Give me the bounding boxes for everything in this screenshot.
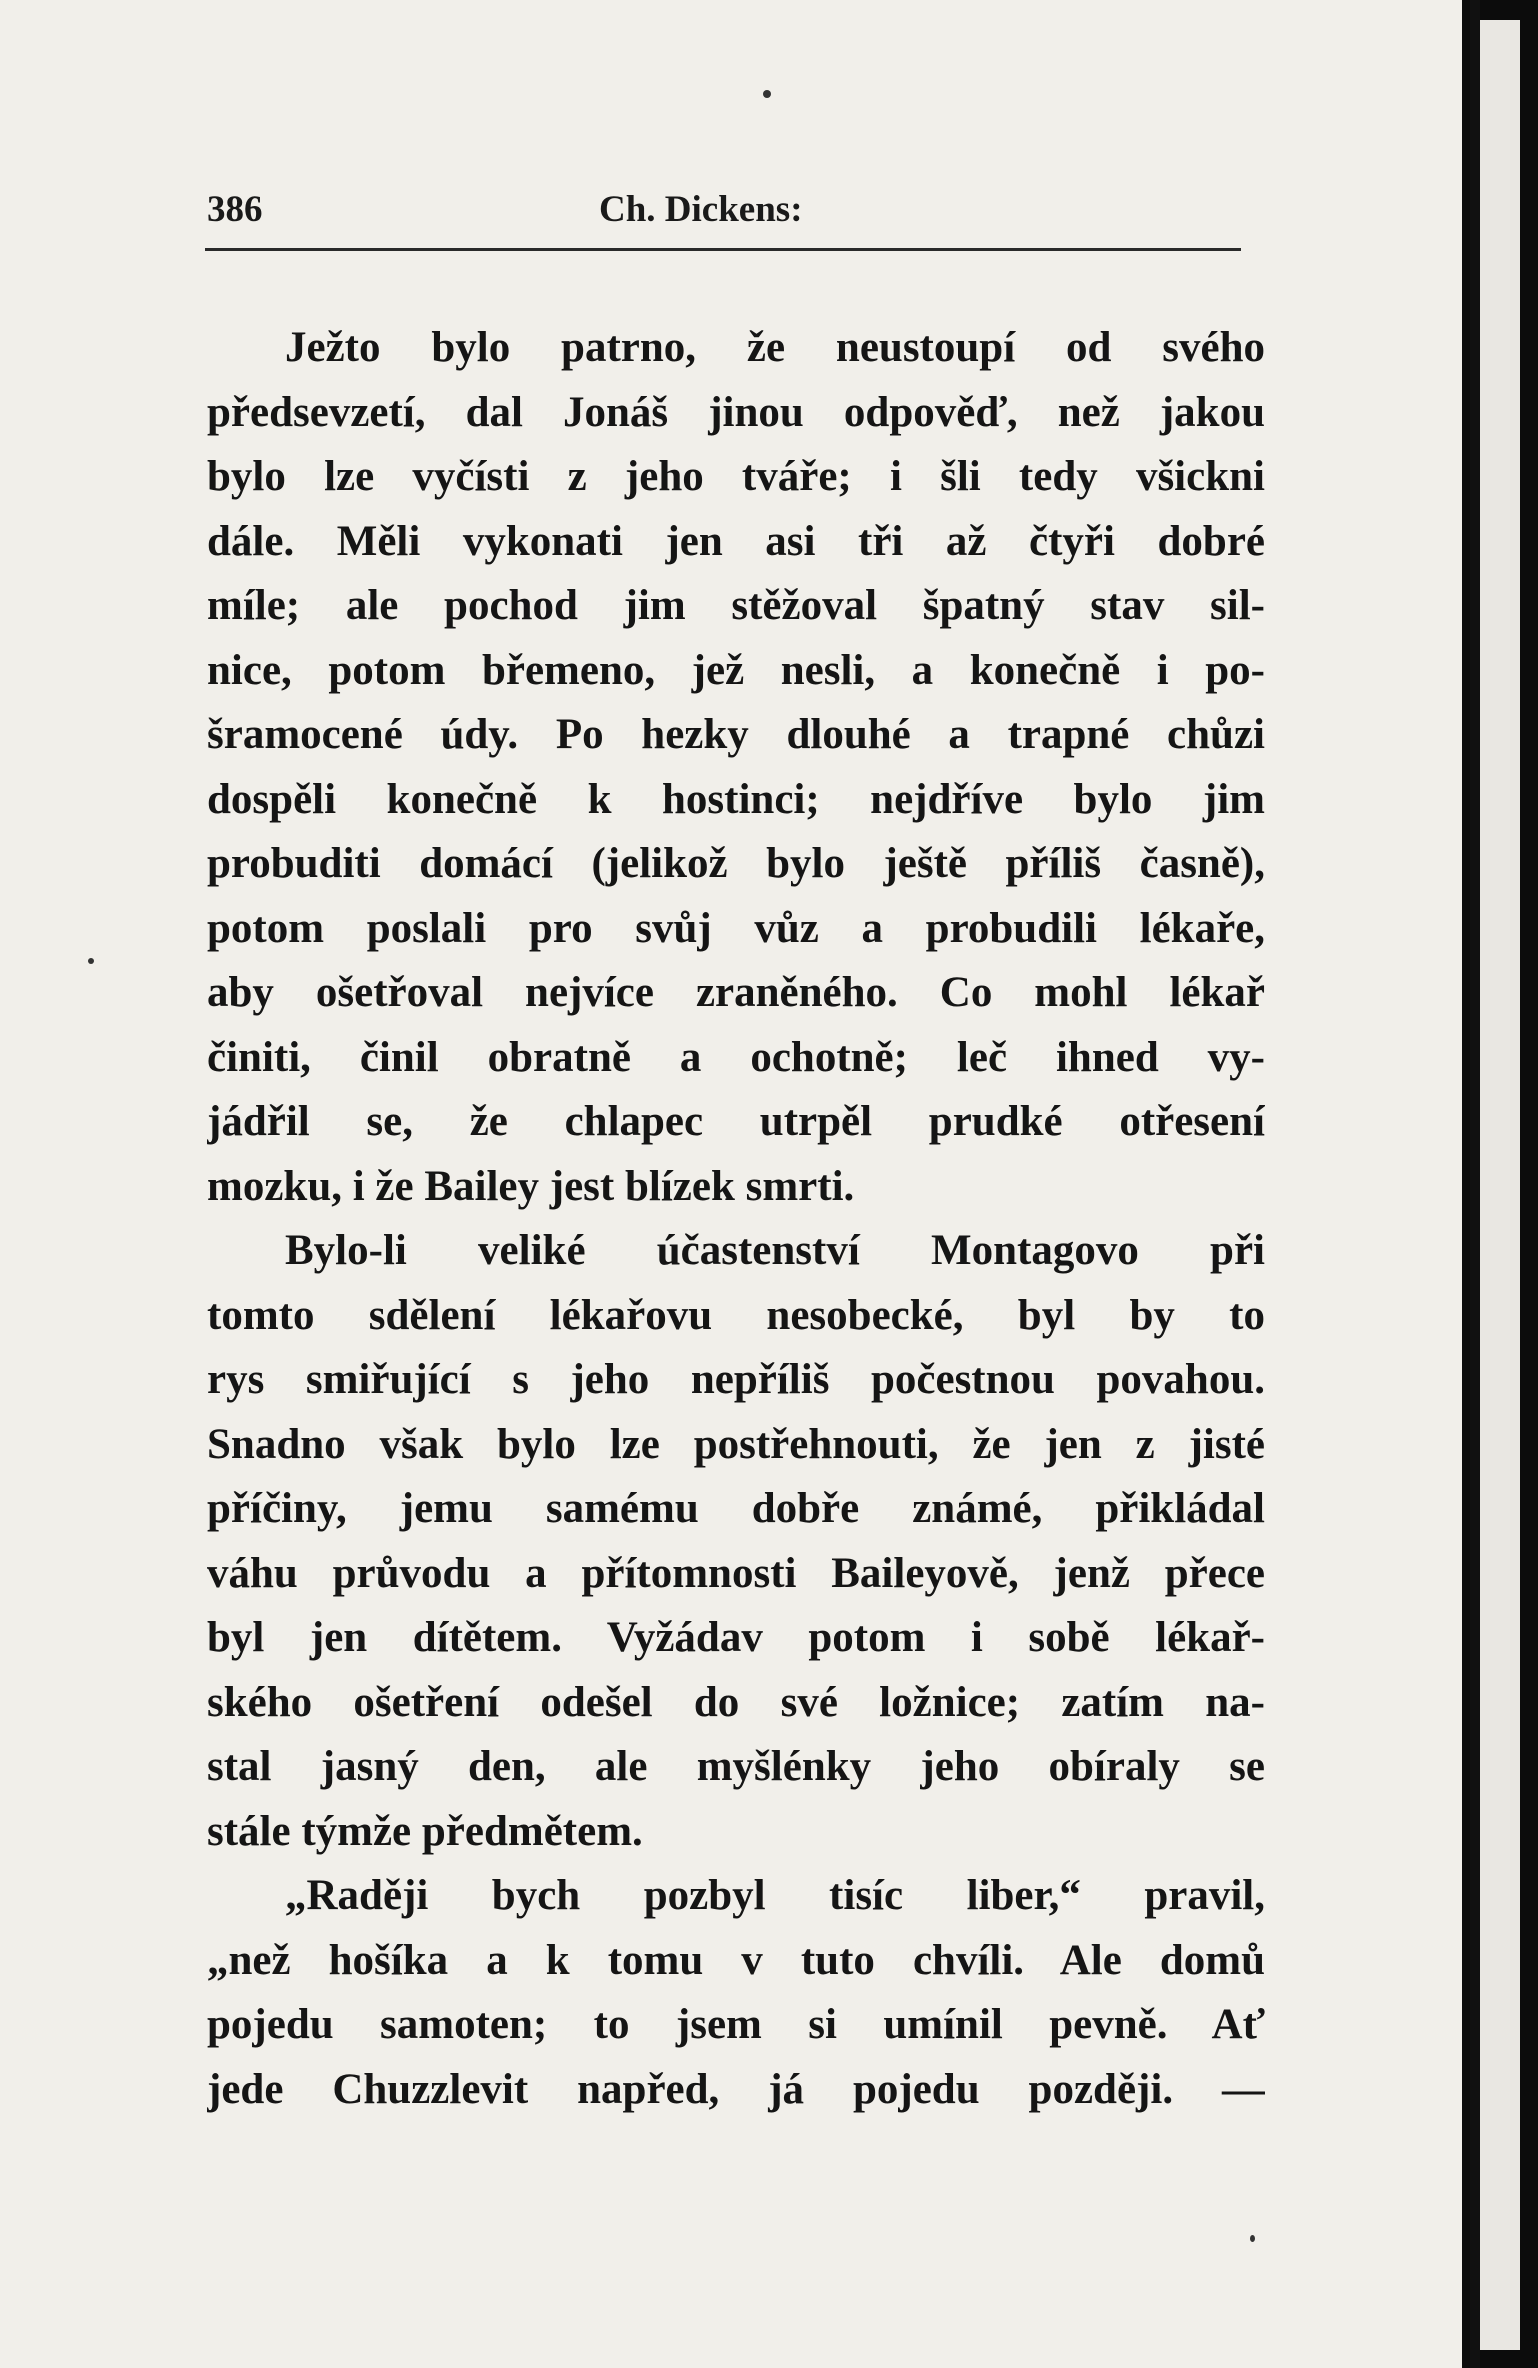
text-line: míle; ale pochod jim stěžoval špatný stav sil- xyxy=(207,582,1265,629)
paper-speck xyxy=(88,958,94,964)
scan-border xyxy=(1462,0,1538,2368)
adjacent-page-edge xyxy=(1480,20,1520,2350)
text-line: stále týmže předmětem. xyxy=(207,1807,643,1855)
paper-speck xyxy=(763,90,771,98)
text-line: předsevzetí, dal Jonáš jinou odpověď, než jakou xyxy=(207,388,1265,436)
paper-speck xyxy=(1250,2235,1255,2242)
text-line: jádřil se, že chlapec utrpěl prudké otřesení xyxy=(207,1098,1265,1145)
text-line: dospěli konečně k hostinci; nejdříve bylo jim xyxy=(207,775,1265,823)
text-line: „než hošíka a k tomu v tuto chvíli. Ale domů xyxy=(207,1936,1265,1984)
running-title: Ch. Dickens: xyxy=(599,189,803,230)
text-line: Ježto bylo patrno, že neustoupí od svého xyxy=(285,324,1265,371)
text-line: ského ošetření odešel do své ložnice; zatím na- xyxy=(207,1678,1265,1726)
text-line: Bylo-li veliké účastenství Montagovo při xyxy=(285,1227,1265,1274)
text-line: stal jasný den, ale myšlénky jeho obíraly se xyxy=(207,1743,1265,1790)
text-line: nice, potom břemeno, jež nesli, a konečně i po- xyxy=(207,646,1265,694)
text-line: aby ošetřoval nejvíce zraněného. Co mohl lékař xyxy=(207,969,1265,1016)
text-line: mozku, i že Bailey jest blízek smrti. xyxy=(207,1162,855,1210)
text-line: jede Chuzzlevit napřed, já pojedu později. — xyxy=(207,2065,1265,2113)
page-number: 386 xyxy=(207,189,263,230)
text-line: potom poslali pro svůj vůz a probudili lékaře, xyxy=(207,904,1265,952)
page-gap xyxy=(1470,0,1480,2368)
text-line: dále. Měli vykonati jen asi tři až čtyři dobré xyxy=(207,517,1265,565)
text-line: šramocené údy. Po hezky dlouhé a trapné chůzi xyxy=(207,711,1265,758)
text-line: váhu průvodu a přítomnosti Baileyově, jenž přece xyxy=(207,1549,1265,1597)
text-line: bylo lze vyčísti z jeho tváře; i šli tedy všickni xyxy=(207,453,1265,500)
text-line: činiti, činil obratně a ochotně; leč ihned vy- xyxy=(207,1033,1265,1081)
text-line: Snadno však bylo lze postřehnouti, že jen z jisté xyxy=(207,1420,1265,1468)
text-line: „Raději bych pozbyl tisíc liber,“ pravil, xyxy=(285,1872,1265,1919)
header-rule xyxy=(205,248,1241,251)
text-line: tomto sdělení lékařovu nesobecké, byl by to xyxy=(207,1291,1265,1339)
text-line: byl jen dítětem. Vyžádav potom i sobě lékař- xyxy=(207,1614,1265,1661)
text-line: probuditi domácí (jelikož bylo ještě příliš časně), xyxy=(207,840,1265,887)
text-line: příčiny, jemu samému dobře známé, přikládal xyxy=(207,1485,1265,1532)
text-line: pojedu samoten; to jsem si umínil pevně. Ať xyxy=(207,2001,1265,2048)
body-text xyxy=(207,316,1265,2122)
text-line: rys smiřující s jeho nepříliš počestnou povahou. xyxy=(207,1356,1265,1403)
page-header xyxy=(207,188,1239,238)
